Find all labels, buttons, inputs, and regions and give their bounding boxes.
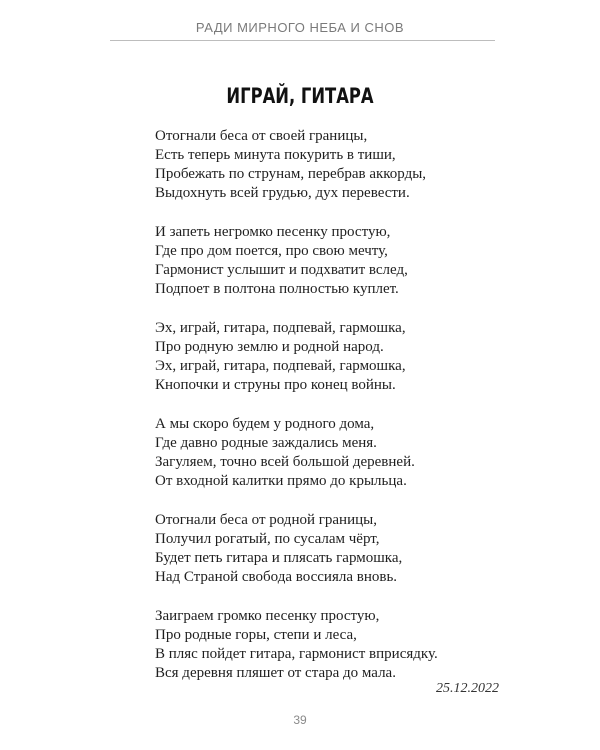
poem-line: Получил рогатый, по сусалам чёрт, — [155, 531, 380, 547]
poem-line: Будет петь гитара и плясать гармошка, — [155, 550, 403, 566]
poem-line: Про родные горы, степи и леса, — [155, 627, 357, 643]
poem-line: Отогнали беса от родной границы, — [155, 512, 377, 528]
poem-line: А мы скоро будем у родного дома, — [155, 416, 375, 432]
poem-line: Отогнали беса от своей границы, — [155, 128, 368, 144]
poem-line: Вся деревня пляшет от стара до мала. — [155, 665, 396, 681]
poem-line: Пробежать по струнам, перебрав аккорды, — [155, 166, 427, 182]
page-number: 39 — [293, 713, 307, 727]
stanza-5 — [155, 511, 515, 587]
poem-line: Загуляем, точно всей большой деревней. — [155, 454, 415, 470]
poem-line: Выдохнуть всей грудью, дух перевести. — [155, 185, 410, 201]
stanza-4 — [155, 415, 515, 491]
poem-line: От входной калитки прямо до крыльца. — [155, 473, 407, 489]
poem-line: Заиграем громко песенку простую, — [155, 608, 380, 624]
poem-line: Где давно родные заждались меня. — [155, 435, 377, 451]
poem-line: Эх, играй, гитара, подпевай, гармошка, — [155, 358, 406, 374]
poem-line: И запеть негромко песенку простую, — [155, 224, 391, 240]
poem-date: 25.12.2022 — [436, 681, 499, 696]
poem-line: Гармонист услышит и подхватит вслед, — [155, 262, 408, 278]
poem-line: В пляс пойдет гитара, гармонист вприсядку. — [155, 646, 438, 662]
poem-line: Про родную землю и родной народ. — [155, 339, 384, 355]
stanza-2 — [155, 223, 515, 299]
poem-line: Эх, играй, гитара, подпевай, гармошка, — [155, 320, 406, 336]
poem-body — [155, 127, 515, 703]
stanza-1 — [155, 127, 515, 203]
poem-line: Кнопочки и струны про конец войны. — [155, 377, 396, 393]
running-header: РАДИ МИРНОГО НЕБА И СНОВ — [195, 20, 405, 35]
poem-line: Над Страной свобода воссияла вновь. — [155, 569, 398, 585]
poem-line: Есть теперь минута покурить в тиши, — [155, 147, 396, 163]
stanza-6 — [155, 607, 515, 683]
header-divider — [110, 40, 495, 41]
poem-line: Где про дом поется, про свою мечту, — [155, 243, 388, 259]
poem-title: ИГРАЙ, ГИТАРА — [226, 84, 374, 108]
poem-line: Подпоет в полтона полностью куплет. — [155, 281, 399, 297]
stanza-3 — [155, 319, 515, 395]
